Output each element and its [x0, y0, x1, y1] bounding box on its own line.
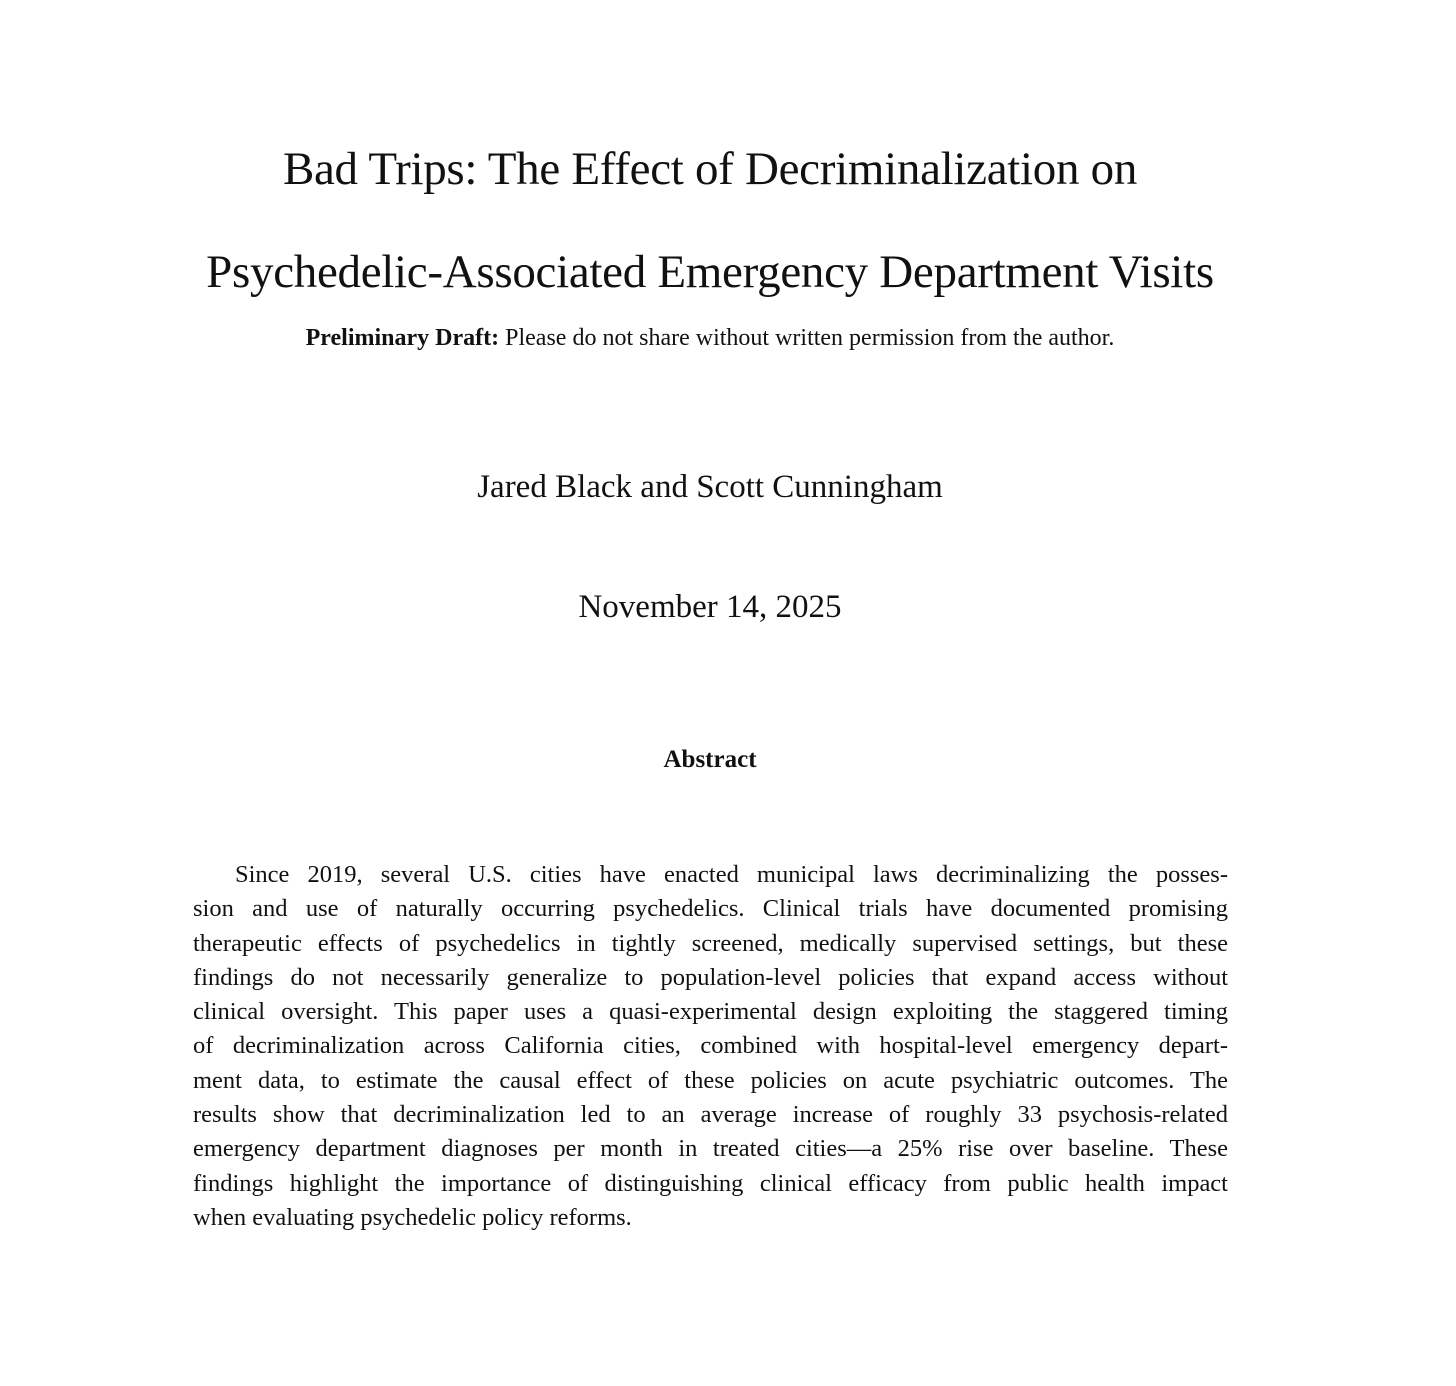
paper-title-line-1: Bad Trips: The Effect of Decriminalization on: [282, 143, 1138, 195]
abstract-line: therapeutic effects of psychedelics in tightly screened, medically supervised settings, but these: [193, 929, 1228, 957]
abstract-line: emergency department diagnoses per month in treated cities—a 25% rise over baseline. These: [193, 1135, 1228, 1163]
abstract-heading: Abstract: [663, 746, 757, 773]
draft-notice-label: Preliminary Draft:: [305, 325, 500, 351]
publication-date: November 14, 2025: [578, 589, 842, 625]
draft-notice: [0, 322, 1420, 354]
abstract-line: ment data, to estimate the causal effect of these policies on acute psychiatric outcomes. The: [193, 1066, 1228, 1094]
abstract-line: findings do not necessarily generalize to population-level policies that expand access without: [193, 963, 1228, 991]
draft-notice-text: Please do not share without written permission from the author.: [505, 325, 1115, 351]
paper-title: [0, 118, 1420, 324]
abstract-line: clinical oversight. This paper uses a quasi-experimental design exploiting the staggered timing: [193, 998, 1228, 1026]
abstract-line: Since 2019, several U.S. cities have enacted municipal laws decriminalizing the posses-: [235, 861, 1228, 888]
abstract-line: of decriminalization across California cities, combined with hospital-level emergency depart-: [193, 1032, 1228, 1060]
author-list: Jared Black and Scott Cunningham: [477, 469, 943, 505]
abstract-line: findings highlight the importance of distinguishing clinical efficacy from public health impact: [193, 1169, 1228, 1197]
abstract-line: sion and use of naturally occurring psychedelics. Clinical trials have documented promising: [193, 895, 1228, 923]
paper-title-line-2: Psychedelic-Associated Emergency Department Visits: [206, 246, 1214, 298]
abstract-line: when evaluating psychedelic policy reforms.: [193, 1203, 632, 1231]
abstract-line: results show that decriminalization led to an average increase of roughly 33 psychosis-related: [193, 1101, 1228, 1129]
abstract-body: [193, 858, 1228, 1235]
